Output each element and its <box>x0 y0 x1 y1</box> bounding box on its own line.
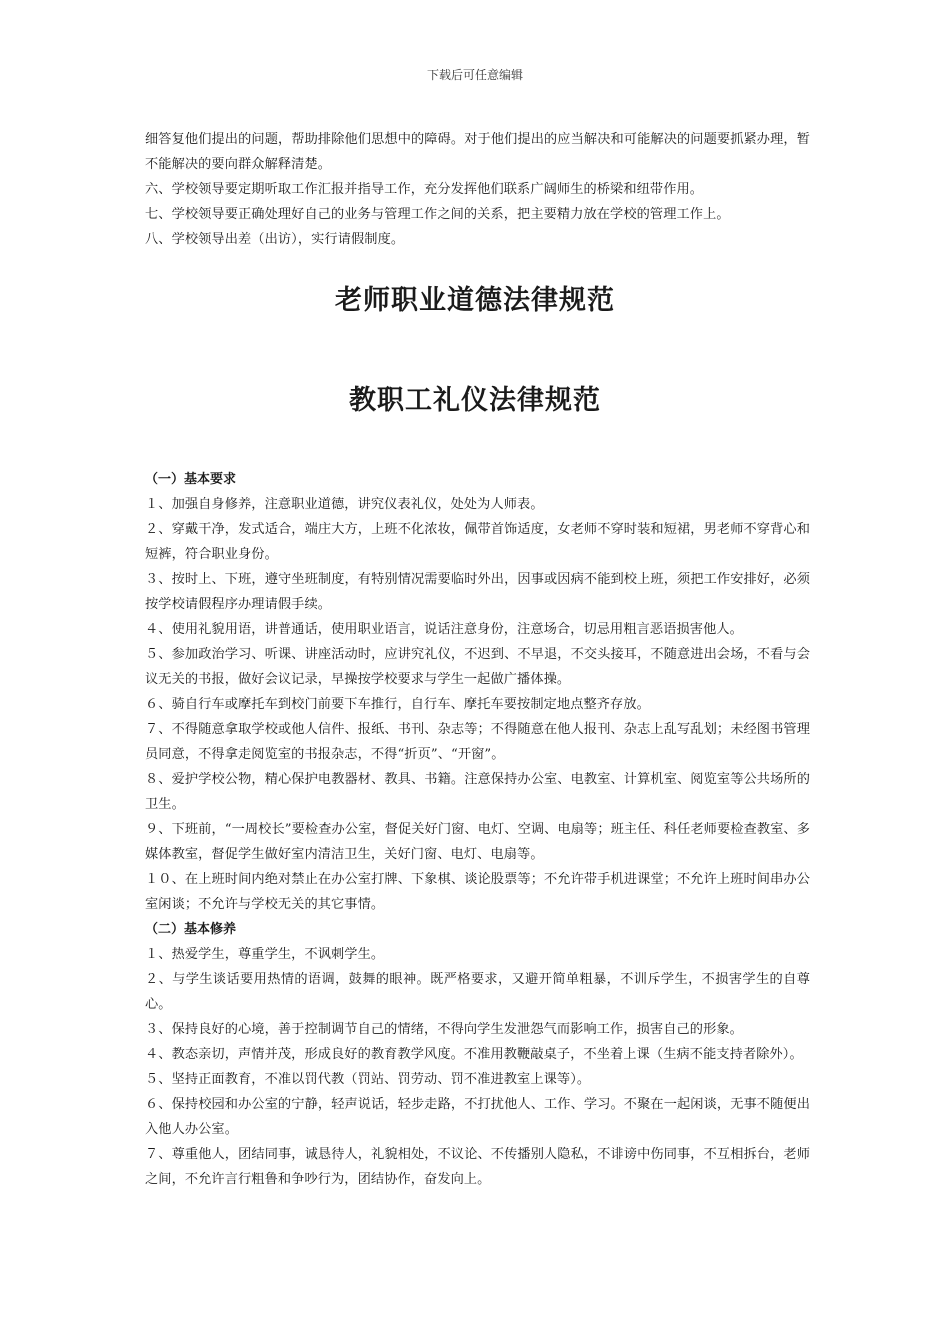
list-item: １、加强自身修养，注意职业道德，讲究仪表礼仪，处处为人师表。 <box>145 497 544 512</box>
list-item: ２、穿戴干净，发式适合，端庄大方，上班不化浓妆，佩带首饰适度，女老师不穿时装和短裙，男老师不穿背心和短裤，符合职业身份。 <box>145 522 810 562</box>
intro-paragraph-3: 七、学校领导要正确处理好自己的业务与管理工作之间的关系，把主要精力放在学校的管理工作上。 <box>145 207 730 222</box>
intro-paragraph-4: 八、学校领导出差（出访），实行请假制度。 <box>145 232 405 247</box>
list-item: ３、保持良好的心境，善于控制调节自己的情绪，不得向学生发泄怨气而影响工作，损害自己的形象。 <box>145 1022 743 1037</box>
intro-paragraphs <box>145 127 810 252</box>
list-item: ７、尊重他人，团结同事，诚恳待人，礼貌相处，不议论、不传播别人隐私，不诽谤中伤同事，不互相拆台，老师之间，不允许言行粗鲁和争吵行为，团结协作，奋发向上。 <box>145 1147 810 1187</box>
intro-paragraph-2: 六、学校领导要定期听取工作汇报并指导工作，充分发挥他们联系广阔师生的桥梁和纽带作用。 <box>145 182 704 197</box>
list-item: ６、保持校园和办公室的宁静，轻声说话，轻步走路，不打扰他人、工作、学习。不聚在一起闲谈，无事不随便出入他人办公室。 <box>145 1097 810 1137</box>
list-item: ２、与学生谈话要用热情的语调，鼓舞的眼神。既严格要求，又避开简单粗暴，不训斥学生，不损害学生的自尊心。 <box>145 972 810 1012</box>
page-header: 下载后可任意编辑 <box>426 68 523 82</box>
list-item: ５、坚持正面教育，不准以罚代教（罚站、罚劳动、罚不准进教室上课等）。 <box>145 1072 591 1087</box>
list-item: ６、骑自行车或摩托车到校门前要下车推行，自行车、摩托车要按制定地点整齐存放。 <box>145 697 650 712</box>
list-item: ４、使用礼貌用语，讲普通话，使用职业语言，说话注意身份，注意场合，切忌用粗言恶语损害他人。 <box>145 622 743 637</box>
title-staff-etiquette: 教职工礼仪法律规范 <box>349 385 601 416</box>
intro-paragraph-1: 细答复他们提出的问题，帮助排除他们思想中的障碍。对于他们提出的应当解决和可能解决的问题要抓紧办理，暂不能解决的要向群众解释清楚。 <box>145 132 810 172</box>
list-item: １０、在上班时间内绝对禁止在办公室打牌、下象棋、谈论股票等；不允许带手机进课堂；不允许上班时间串办公室闲谈；不允许与学校无关的其它事情。 <box>145 872 810 912</box>
list-item: ７、不得随意拿取学校或他人信件、报纸、书刊、杂志等；不得随意在他人报刊、杂志上乱写乱划；未经图书管理员同意，不得拿走阅览室的书报杂志，不得“折页”、“开窗”。 <box>145 722 810 762</box>
section-heading-basic-requirements: （一）基本要求 <box>145 472 237 487</box>
list-item: ９、下班前，“一周校长”要检查办公室，督促关好门窗、电灯、空调、电扇等；班主任、科任老师要检查教室、多媒体教室，督促学生做好室内清洁卫生，关好门窗、电灯、电扇等。 <box>145 822 810 862</box>
list-item: ４、教态亲切，声情并茂，形成良好的教育教学风度。不准用教鞭敲桌子，不坐着上课（生病不能支持者除外）。 <box>145 1047 803 1062</box>
list-item: １、热爱学生，尊重学生，不讽刺学生。 <box>145 947 385 962</box>
title-teacher-ethics: 老师职业道德法律规范 <box>335 285 615 316</box>
list-item: ５、参加政治学习、听课、讲座活动时，应讲究礼仪，不迟到、不早退，不交头接耳，不随意进出会场，不看与会议无关的书报，做好会议记录，早操按学校要求与学生一起做广播体操。 <box>145 647 810 687</box>
list-item: ８、爱护学校公物，精心保护电教器材、教具、书籍。注意保持办公室、电教室、计算机室、阅览室等公共场所的卫生。 <box>145 772 810 812</box>
list-item: ３、按时上、下班，遵守坐班制度，有特别情况需要临时外出，因事或因病不能到校上班，须把工作安排好，必须按学校请假程序办理请假手续。 <box>145 572 810 612</box>
document-body <box>145 467 810 1192</box>
section-heading-basic-cultivation: （二）基本修养 <box>145 922 237 937</box>
